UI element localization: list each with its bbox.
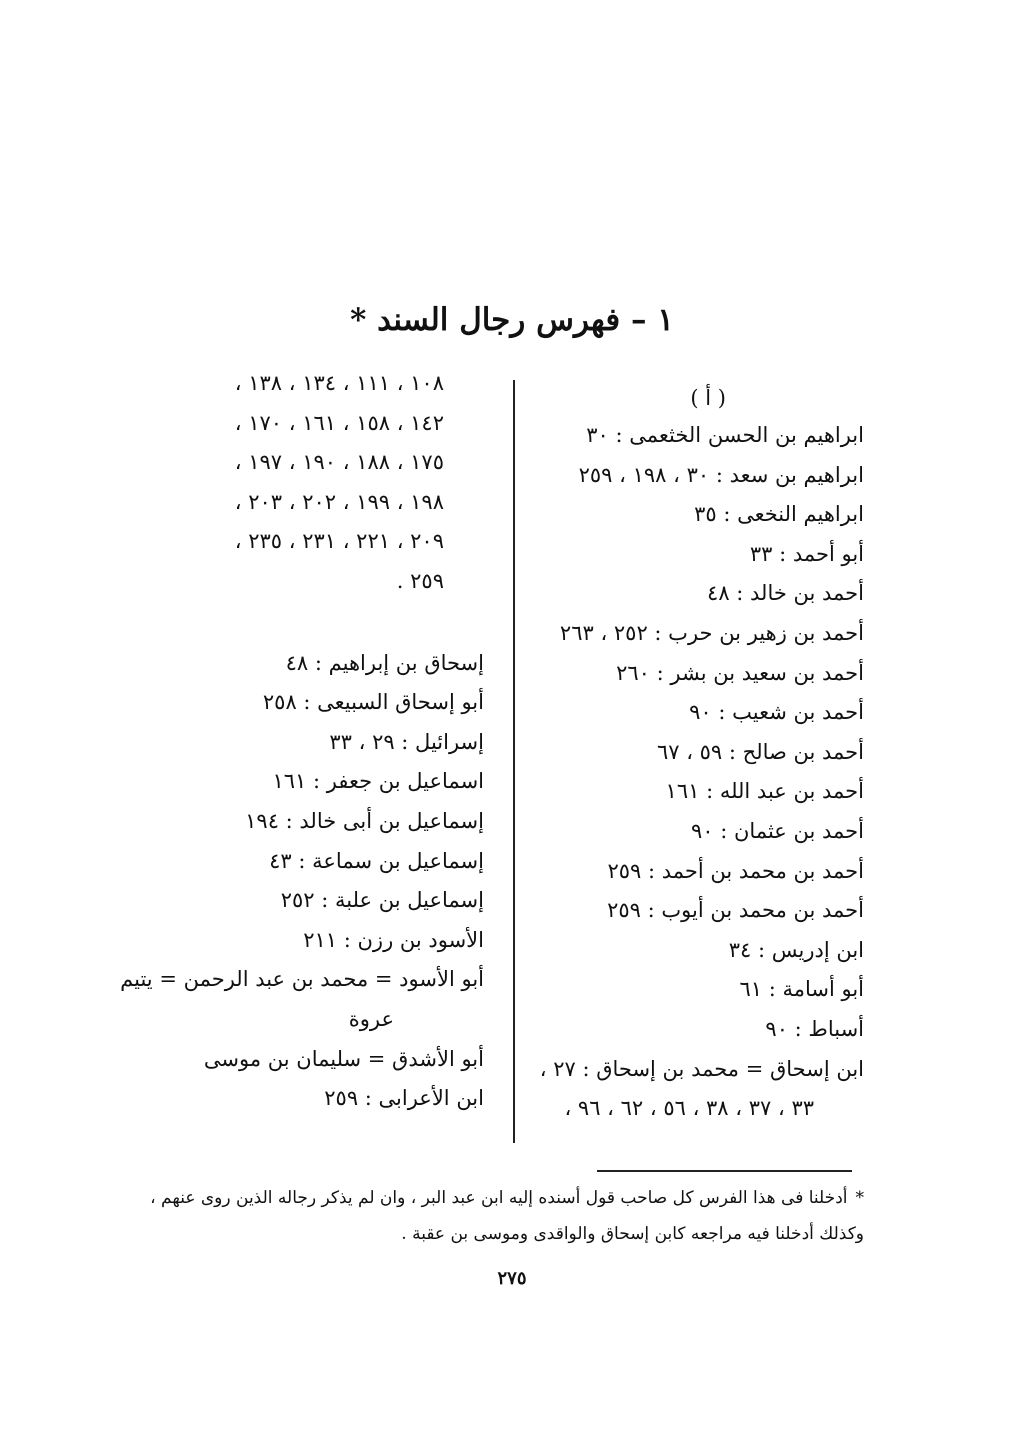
index-entry-continuation: ٣٣ ، ٣٧ ، ٣٨ ، ٥٦ ، ٦٢ ، ٩٦ ، (564, 1096, 814, 1121)
index-entry: ابن الأعرابى : ٢٥٩ (324, 1086, 484, 1111)
section-letter: ( أ ) (690, 386, 726, 410)
index-entry: ابن إدريس : ٣٤ (728, 937, 864, 962)
index-entry: أحمد بن زهير بن حرب : ٢٥٢ ، ٢٦٣ (559, 620, 864, 645)
page-number: ٢٧٥ (497, 1268, 527, 1289)
page-numbers-continuation: ١٩٨ ، ١٩٩ ، ٢٠٢ ، ٢٠٣ ، (234, 489, 444, 514)
index-entry: إسماعيل بن أبى خالد : ١٩٤ (245, 808, 484, 833)
index-entry: أحمد بن محمد بن أيوب : ٢٥٩ (607, 898, 864, 923)
footnote-rule (597, 1170, 852, 1172)
index-entry: أبو أحمد : ٣٣ (749, 541, 864, 566)
index-entry: ابراهيم بن الحسن الخثعمى : ٣٠ (586, 423, 864, 447)
index-entry: أحمد بن محمد بن أحمد : ٢٥٩ (607, 858, 864, 883)
index-entry: إسماعيل بن سماعة : ٤٣ (269, 848, 484, 873)
index-entry: أبو إسحاق السبيعى : ٢٥٨ (262, 690, 484, 715)
index-entry: ابراهيم النخعى : ٣٥ (694, 502, 864, 527)
index-column-right (534, 380, 864, 1129)
page-numbers-continuation: ١٠٨ ، ١١١ ، ١٣٤ ، ١٣٨ ، (234, 371, 444, 395)
column-divider (513, 380, 515, 1143)
index-entry: ابراهيم بن سعد : ٣٠ ، ١٩٨ ، ٢٥٩ (578, 462, 864, 487)
index-entry: إسماعيل بن علبة : ٢٥٢ (280, 888, 484, 913)
index-entry: أحمد بن سعيد بن بشر : ٢٦٠ (616, 660, 864, 685)
index-entry: أحمد بن شعيب : ٩٠ (689, 700, 864, 725)
index-entry: أحمد بن صالح : ٥٩ ، ٦٧ (656, 739, 864, 764)
index-entry: أحمد بن عبد الله : ١٦١ (665, 779, 864, 804)
footnote-line: وكذلك أدخلنا فيه مراجعه كابن إسحاق والواقدى وموسى بن عقبة . (401, 1224, 864, 1244)
index-entry: أبو أسامة : ٦١ (739, 977, 864, 1002)
index-entry: الأسود بن رزن : ٢١١ (303, 927, 484, 952)
footnote (144, 1180, 864, 1252)
index-column-left (84, 364, 484, 1119)
column-spacer (84, 602, 484, 644)
page-title: ١ – فهرس رجال السند * (350, 302, 674, 338)
index-entry: إسرائيل : ٢٩ ، ٣٣ (329, 729, 484, 754)
page-numbers-continuation: ١٧٥ ، ١٨٨ ، ١٩٠ ، ١٩٧ ، (234, 450, 444, 475)
page-numbers-continuation: ١٤٢ ، ١٥٨ ، ١٦١ ، ١٧٠ ، (234, 410, 444, 435)
footnote-star: * (855, 1188, 864, 1208)
index-entry-continuation: عروة (348, 1006, 394, 1031)
index-entry: اسماعيل بن جعفر : ١٦١ (272, 769, 484, 794)
index-entry: إسحاق بن إبراهيم : ٤٨ (285, 650, 484, 675)
page-numbers-continuation: ٢٥٩ . (396, 568, 444, 593)
index-entry: ابن إسحاق = محمد بن إسحاق : ٢٧ ، (539, 1056, 864, 1081)
footnote-line (144, 1180, 864, 1216)
index-entry: أبو الأشدق = سليمان بن موسى (203, 1046, 484, 1071)
page-numbers-continuation: ٢٠٩ ، ٢٢١ ، ٢٣١ ، ٢٣٥ ، (234, 529, 444, 554)
index-entry: أحمد بن خالد : ٤٨ (707, 581, 864, 606)
footnote-text: أدخلنا فى هذا الفرس كل صاحب قول أسنده إليه ابن عبد البر ، وان لم يذكر رجاله الذين روى عنهم ، (150, 1188, 848, 1208)
index-entry: أبو الأسود = محمد بن عبد الرحمن = يتيم (120, 967, 484, 992)
index-entry: أسباط : ٩٠ (765, 1016, 864, 1041)
index-entry: أحمد بن عثمان : ٩٠ (691, 818, 864, 843)
